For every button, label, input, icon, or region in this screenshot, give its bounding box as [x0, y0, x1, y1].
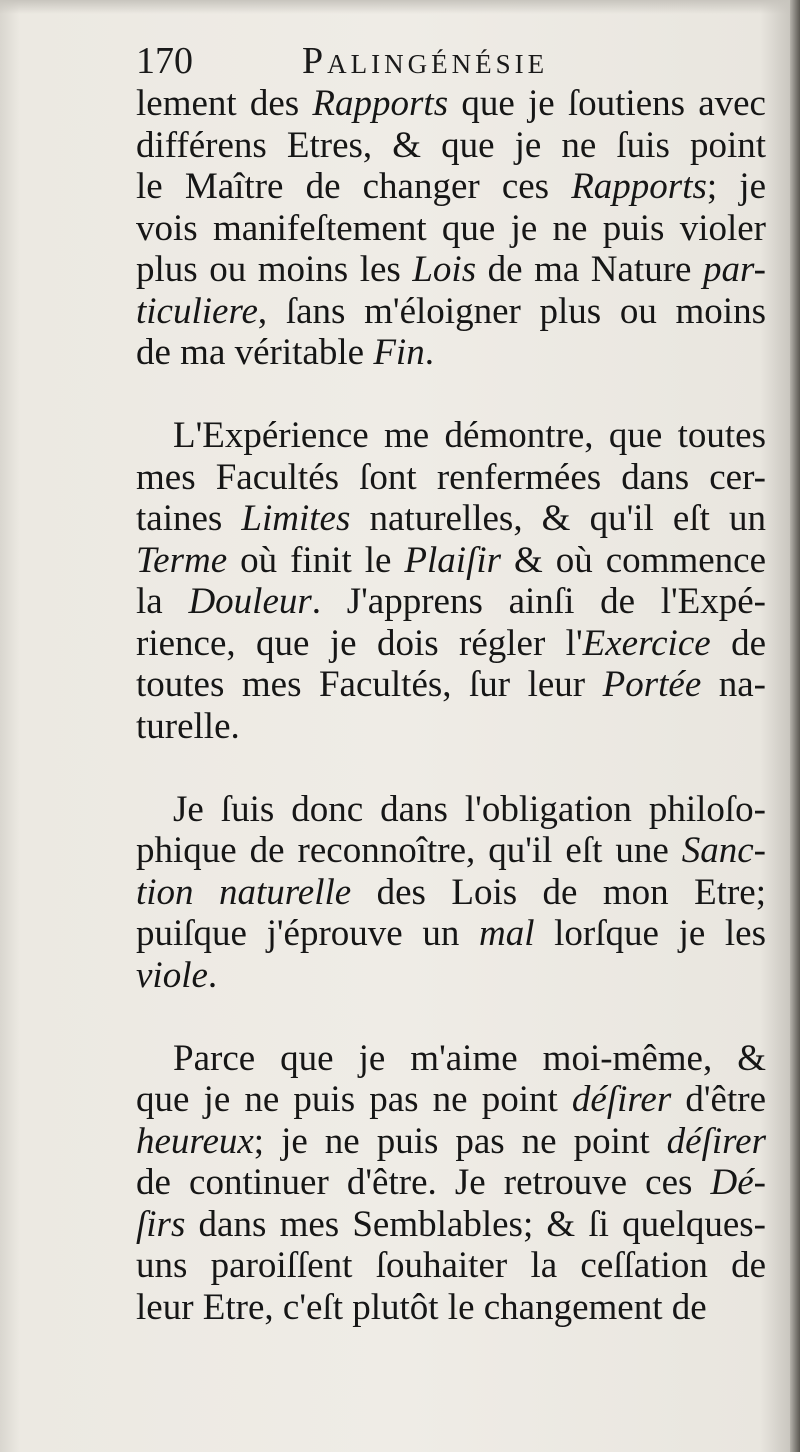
text-line	[136, 1038, 766, 1080]
text-run: lement des	[136, 83, 313, 124]
text-line	[136, 540, 766, 582]
text-run: Parce que je m'aime moi-même, &	[173, 1037, 766, 1079]
text-run: phique de reconnoître, qu'il eſt une	[136, 830, 682, 871]
page-number: 170	[136, 40, 193, 82]
text-run: naturelles, & qu'il eſt un	[350, 498, 766, 539]
text-run: que je ſoutiens avec	[448, 83, 766, 124]
text-line	[136, 83, 766, 125]
text-line	[136, 1245, 766, 1287]
text-run: des Lois de mon Etre;	[351, 871, 766, 913]
italic-run: Dé-	[710, 1162, 766, 1203]
text-run: de ma Nature	[476, 249, 704, 290]
italic-run: Portée	[602, 664, 702, 705]
body-text	[136, 83, 766, 1328]
text-line	[136, 249, 766, 291]
italic-run: déſirer	[666, 1120, 766, 1162]
paragraph	[136, 789, 766, 997]
text-run: rience, que je dois régler l'	[136, 622, 583, 664]
text-line	[136, 623, 766, 665]
running-head: Palingénésie	[302, 40, 549, 82]
text-line	[136, 581, 766, 623]
text-line	[136, 913, 766, 955]
italic-run: Exercice	[582, 622, 711, 664]
italic-run: par-	[703, 249, 766, 290]
text-run: lorſque je les	[534, 913, 766, 954]
text-line	[136, 664, 766, 706]
text-line	[136, 830, 766, 872]
text-run: mes Facultés ſont renfermées dans cer-	[136, 456, 766, 498]
text-line	[136, 166, 766, 208]
page-header	[136, 36, 766, 86]
italic-run: tion naturelle	[136, 871, 352, 913]
text-run: leur Etre, c'eſt plutôt le changement de	[136, 1286, 707, 1328]
italic-run: ticuliere	[136, 290, 258, 332]
paragraph	[136, 1038, 766, 1329]
text-line	[136, 415, 766, 457]
italic-run: mal	[479, 913, 535, 954]
text-run: na-	[701, 664, 766, 705]
text-run: turelle.	[136, 705, 240, 747]
text-run: de continuer d'être. Je retrouve ces	[136, 1162, 711, 1203]
text-line	[136, 1162, 766, 1204]
italic-run: Fin	[373, 332, 425, 373]
text-run: dans mes Semblables; & ſi quelques-	[185, 1203, 766, 1245]
text-line	[136, 706, 766, 748]
text-run: la	[136, 581, 189, 622]
text-line	[136, 1121, 766, 1163]
text-line	[136, 125, 766, 167]
italic-run: Douleur	[188, 581, 312, 622]
text-run: vois manifeſtement que je ne puis violer	[136, 207, 766, 249]
italic-run: Rapports	[571, 166, 707, 207]
text-line	[136, 1287, 766, 1329]
text-line	[136, 332, 766, 374]
italic-run: ſirs	[136, 1203, 186, 1245]
italic-run: Limites	[241, 498, 351, 539]
italic-run: heureux	[136, 1120, 254, 1162]
page-top-shadow	[0, 0, 800, 14]
text-run: d'être	[671, 1079, 766, 1120]
text-line	[136, 872, 766, 914]
text-run: uns paroiſſent ſouhaiter la ceſſation de	[136, 1245, 766, 1286]
italic-run: Lois	[412, 249, 477, 290]
text-run: L'Expérience me démontre, que toutes	[173, 415, 766, 456]
text-line	[136, 498, 766, 540]
text-run: où finit le	[227, 539, 405, 581]
text-run: de	[710, 622, 766, 664]
italic-run: Terme	[136, 539, 228, 581]
text-run: différens Etres, & que je ne ſuis point	[136, 124, 766, 166]
text-line	[136, 955, 766, 997]
text-line	[136, 789, 766, 831]
text-run: toutes mes Facultés, ſur leur	[136, 664, 603, 705]
italic-run: déſirer	[571, 1079, 672, 1120]
text-run: Je ſuis donc dans l'obligation philoſo-	[173, 788, 766, 830]
italic-run: Plaiſir	[404, 539, 502, 581]
text-run: , ſans m'éloigner plus ou moins	[257, 290, 766, 332]
text-run: .	[424, 332, 434, 373]
paragraph-gap	[136, 996, 766, 1038]
paragraph	[136, 83, 766, 374]
text-line	[136, 1204, 766, 1246]
text-run: puiſque j'éprouve un	[136, 913, 479, 954]
text-run: & où commence	[501, 539, 766, 581]
paragraph	[136, 415, 766, 747]
text-line	[136, 208, 766, 250]
text-run: ; je ne puis pas ne point	[253, 1120, 667, 1162]
text-run: taines	[136, 498, 242, 539]
text-run: .	[207, 954, 218, 996]
text-line	[136, 457, 766, 499]
italic-run: Sanc-	[681, 830, 766, 871]
text-run: ; je	[706, 166, 766, 207]
italic-run: viole	[136, 954, 208, 996]
paragraph-gap	[136, 374, 766, 416]
text-run: plus ou moins les	[136, 249, 413, 290]
text-run: le Maître de changer ces	[136, 166, 572, 207]
text-run: que je ne puis pas ne point	[136, 1079, 572, 1120]
text-line	[136, 291, 766, 333]
paragraph-gap	[136, 747, 766, 789]
text-run: de ma véritable	[136, 332, 374, 373]
page-binding-edge	[790, 0, 800, 1452]
italic-run: Rapports	[312, 83, 449, 124]
text-line	[136, 1079, 766, 1121]
text-run: . J'apprens ainſi de l'Expé-	[311, 581, 767, 622]
